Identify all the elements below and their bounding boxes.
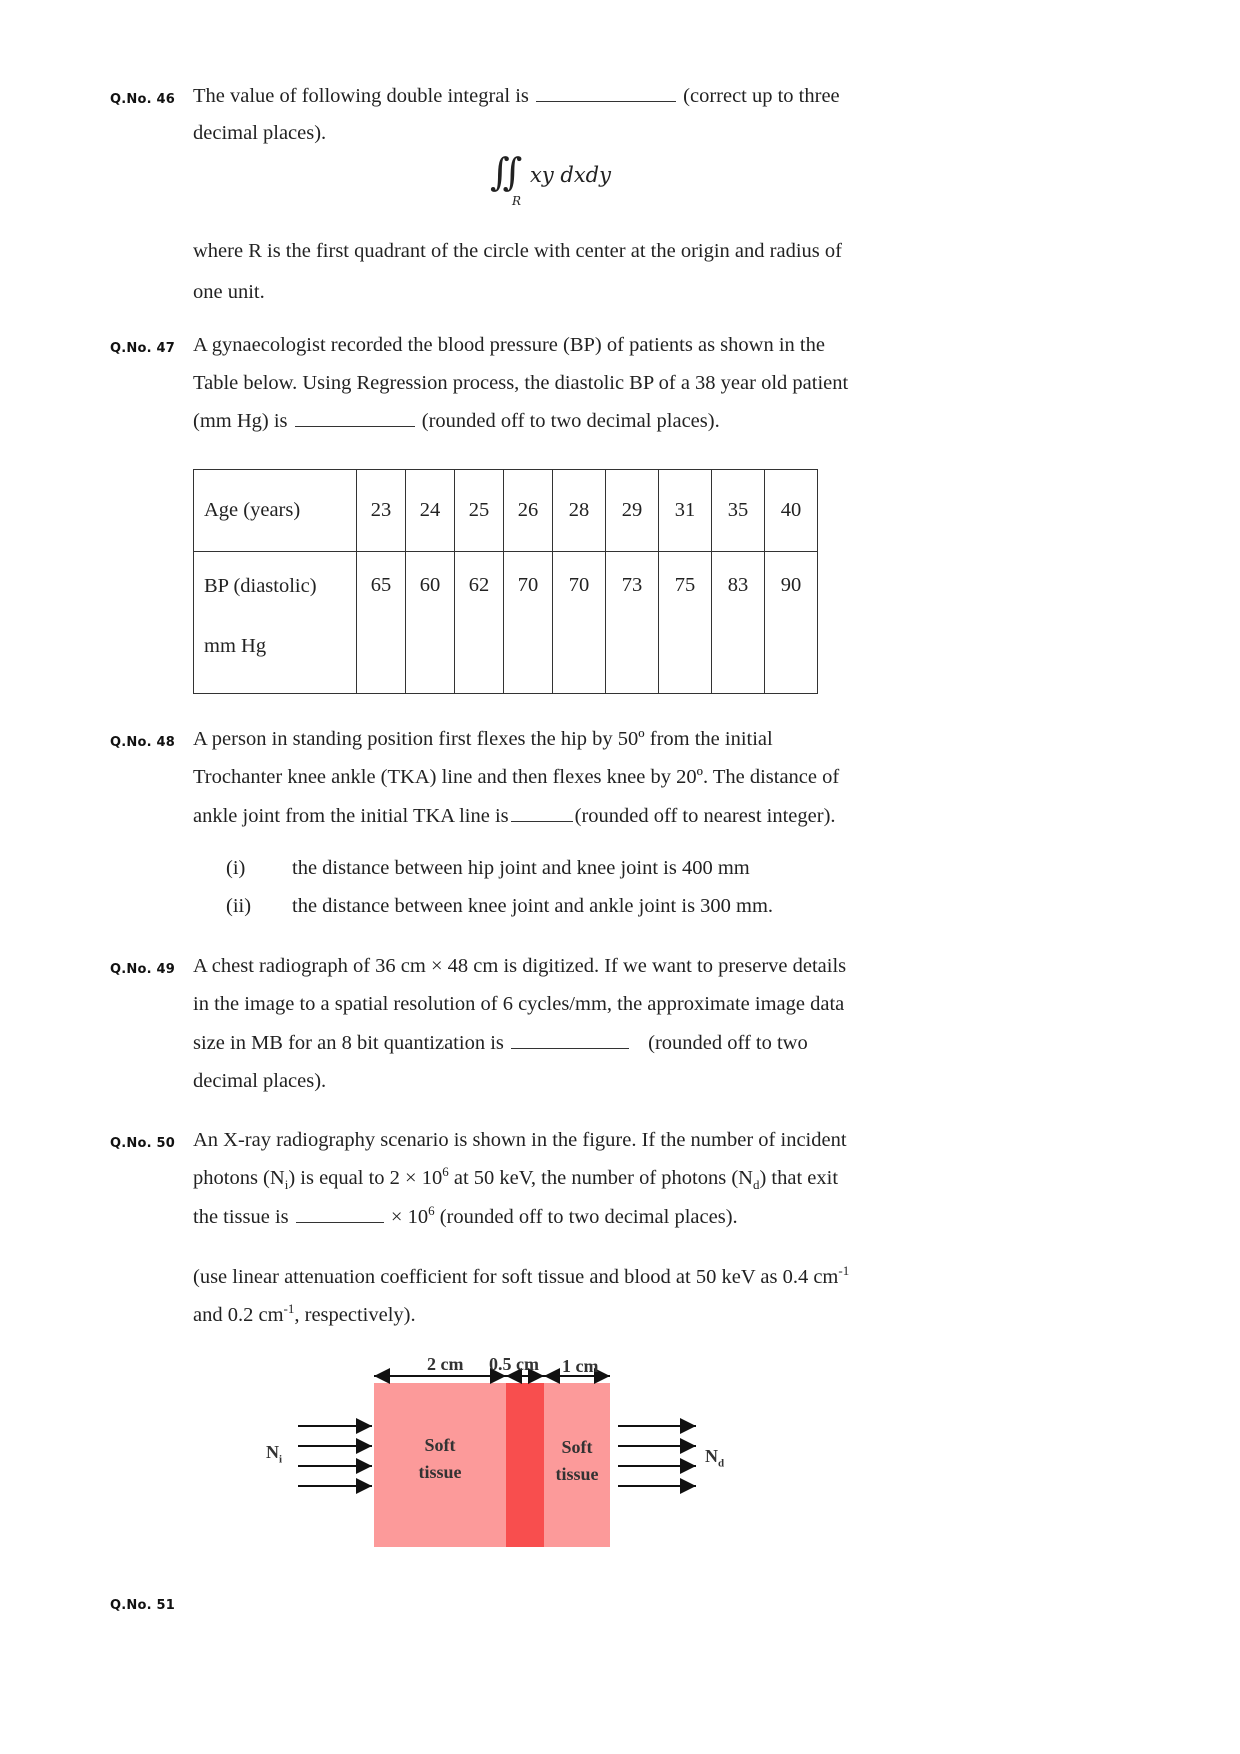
q49-line-1: A chest radiograph of 36 cm × 48 cm is digitized. If we want to preserve details [193, 955, 847, 977]
bp-cell: 70 [553, 552, 606, 694]
xray-figure [260, 1350, 780, 1570]
question-number-46: Q.No. 46 [110, 92, 175, 107]
question-number-50: Q.No. 50 [110, 1136, 175, 1151]
q50-text-3a: the tissue is [193, 1206, 289, 1228]
double-integral [490, 150, 630, 210]
table-row-bp [194, 552, 818, 694]
age-cell: 28 [553, 470, 606, 552]
q47-text-3b: (rounded off to two decimal places). [421, 410, 720, 432]
integral-symbol: ∬ [490, 150, 523, 194]
bp-header: BP (diastolic) [204, 575, 317, 597]
bp-cell: 65 [357, 552, 406, 694]
q46-line-3: where R is the first quadrant of the circle with center at the origin and radius of [193, 240, 842, 262]
q50-text-3c: (rounded off to two decimal places). [434, 1206, 738, 1228]
bp-cell: 70 [504, 552, 553, 694]
q47-line-1: A gynaecologist recorded the blood pressure (BP) of patients as shown in the [193, 334, 825, 356]
q50-line-4 [193, 1263, 850, 1289]
q50-text-5b: , respectively). [294, 1304, 416, 1326]
q48-item-marker: (ii) [226, 895, 252, 917]
dim-label-0.5cm: 0.5 cm [489, 1354, 539, 1374]
q48-text-3b: (rounded off to nearest integer). [574, 805, 836, 827]
q50-line-2 [193, 1164, 839, 1193]
nd-sub: d [718, 1457, 725, 1470]
q48-line-2: Trochanter knee ankle (TKA) line and then flexes knee by 20º. The distance of [193, 766, 840, 788]
question-number-48: Q.No. 48 [110, 735, 175, 750]
q50-text-2a: photons (N [193, 1167, 285, 1189]
q50-text-2c: at 50 keV, the number of photons (N [448, 1167, 753, 1189]
q50-line-1: An X-ray radiography scenario is shown in the figure. If the number of incident [193, 1129, 847, 1151]
q50-text-3b: × 10 [390, 1206, 429, 1228]
age-cell: 24 [406, 470, 455, 552]
soft-tissue-left-label-a: Soft [424, 1435, 456, 1455]
q50-sup-6b: 6 [428, 1203, 435, 1219]
q50-line-5 [193, 1301, 416, 1327]
q46-line-1 [193, 85, 840, 108]
q48-item-text: the distance between knee joint and ankle joint is 300 mm. [292, 895, 774, 917]
q48-item-text: the distance between hip joint and knee joint is 400 mm [292, 857, 750, 879]
q49-answer-blank [511, 1047, 629, 1049]
nd-label: N [705, 1446, 718, 1466]
q46-text-1b: (correct up to three [683, 85, 840, 107]
q47-line-3 [193, 410, 720, 433]
age-cell: 31 [659, 470, 712, 552]
age-cell: 29 [606, 470, 659, 552]
question-number-49: Q.No. 49 [110, 962, 175, 977]
incident-photons-label [266, 1442, 282, 1466]
q50-sub-i: i [284, 1177, 289, 1193]
blood-layer [506, 1383, 544, 1547]
soft-tissue-right-label [544, 1434, 610, 1488]
q48-item-marker: (i) [226, 857, 246, 879]
exit-photons-label [705, 1446, 724, 1470]
q49-line-2: in the image to a spatial resolution of 6 cycles/mm, the approximate image data [193, 993, 845, 1015]
table-row-age [194, 470, 818, 552]
q49-text-3b: (rounded off to two [648, 1032, 808, 1054]
age-cell: 23 [357, 470, 406, 552]
q50-line-3 [193, 1203, 738, 1229]
bp-unit: mm Hg [204, 635, 267, 657]
ni-label: N [266, 1442, 279, 1462]
bp-table [193, 469, 818, 694]
q50-sup-6: 6 [442, 1164, 449, 1180]
bp-cell: 83 [712, 552, 765, 694]
soft-tissue-left-label [374, 1432, 506, 1486]
q47-line-2: Table below. Using Regression process, the diastolic BP of a 38 year old patient [193, 372, 849, 394]
bp-cell: 75 [659, 552, 712, 694]
q49-text-3a: size in MB for an 8 bit quantization is [193, 1032, 504, 1054]
question-number-47: Q.No. 47 [110, 341, 175, 356]
ni-sub: i [279, 1453, 283, 1466]
q50-sup-neg1: -1 [838, 1263, 850, 1279]
bp-header-cell [194, 552, 357, 694]
q48-text-3a: ankle joint from the initial TKA line is [193, 805, 509, 827]
q49-line-3 [193, 1032, 808, 1055]
question-number-51: Q.No. 51 [110, 1598, 175, 1613]
age-header: Age (years) [204, 499, 301, 521]
age-cell: 35 [712, 470, 765, 552]
q46-text-1a: The value of following double integral is [193, 85, 529, 107]
q50-answer-blank [296, 1221, 384, 1223]
q46-answer-blank [536, 100, 676, 102]
q50-sup-neg1b: -1 [283, 1301, 295, 1317]
age-cell: 25 [455, 470, 504, 552]
soft-tissue-right-label-a: Soft [561, 1437, 593, 1457]
q47-text-3a: (mm Hg) is [193, 410, 288, 432]
bp-cell: 90 [765, 552, 818, 694]
q48-line-3 [193, 805, 836, 828]
integral-region: R [512, 194, 522, 208]
dim-label-2cm: 2 cm [427, 1354, 464, 1374]
age-cell: 26 [504, 470, 553, 552]
q50-text-4a: (use linear attenuation coefficient for soft tissue and blood at 50 keV as 0.4 cm [193, 1266, 839, 1288]
q50-text-5a: and 0.2 cm [193, 1304, 284, 1326]
age-cell: 40 [765, 470, 818, 552]
q46-line-2: decimal places). [193, 122, 327, 144]
integrand: xy dxdy [530, 163, 611, 187]
q46-line-4: one unit. [193, 281, 265, 303]
q50-text-2b: ) is equal to 2 × 10 [288, 1167, 443, 1189]
q48-line-1: A person in standing position first flexes the hip by 50º from the initial [193, 728, 773, 750]
soft-tissue-left-label-b: tissue [418, 1462, 462, 1482]
soft-tissue-right-label-b: tissue [555, 1464, 599, 1484]
bp-cell: 62 [455, 552, 504, 694]
q50-sub-d: d [752, 1177, 760, 1193]
bp-cell: 73 [606, 552, 659, 694]
q49-line-4: decimal places). [193, 1070, 327, 1092]
dim-label-1cm: 1 cm [562, 1356, 599, 1376]
q50-text-2d: ) that exit [759, 1167, 839, 1189]
age-header-cell [194, 470, 357, 552]
q48-answer-blank [511, 820, 573, 822]
bp-cell: 60 [406, 552, 455, 694]
q47-answer-blank [295, 425, 415, 427]
